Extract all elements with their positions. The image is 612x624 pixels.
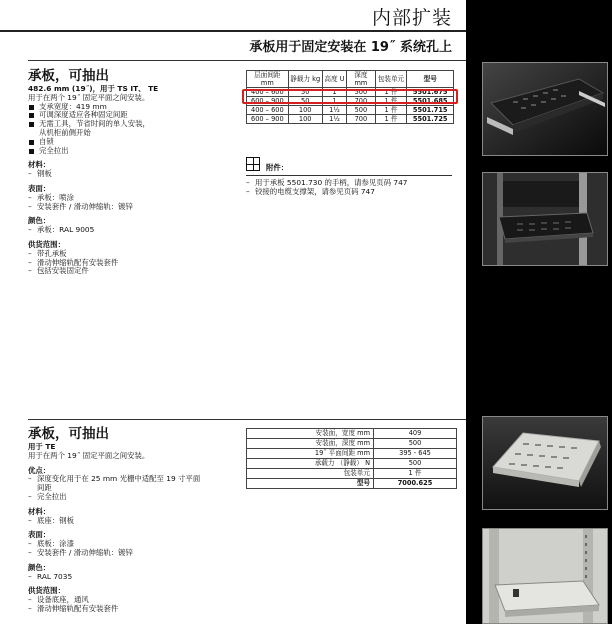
table-cell: 409 [374, 429, 457, 439]
surface-list [28, 540, 243, 558]
list-item-text: 深度变化用于在 25 mm 光栅中适配至 19 寸平面 [37, 474, 201, 484]
list-item: – 钢板 [28, 170, 243, 179]
column-header: 高度 U [322, 71, 346, 88]
product-photo-black-shelf [482, 62, 608, 156]
list-item: – 底座：钢板 [28, 517, 243, 526]
supply-heading: 供货范围： [28, 586, 65, 596]
section2-subtitle: 用于 TE [28, 442, 56, 451]
list-item: – 滑动伸缩轨配有安装套件 [28, 605, 243, 614]
table-header-row [247, 71, 454, 88]
table-cell: 19˝ 平面间距 mm [247, 449, 374, 459]
list-item-text: 间距 [37, 483, 52, 493]
color-heading: 颜色： [28, 562, 51, 572]
table-row [247, 469, 457, 479]
table-row [247, 459, 457, 469]
material-heading: 材料： [28, 160, 51, 170]
table-cell: 型号 [247, 479, 374, 489]
advantages-list [28, 475, 243, 501]
list-item: 自锁 [28, 138, 243, 147]
table-cell: 100 [288, 106, 322, 115]
highlight-box [242, 89, 458, 104]
table-cell: 5501.685 [407, 97, 454, 106]
list-item [28, 475, 243, 493]
surface-heading: 表面： [28, 183, 51, 193]
table-cell: 5501.715 [407, 106, 454, 115]
product-photo-rack-shelf [482, 172, 608, 266]
list-item: – 设备底座，通风 [28, 596, 243, 605]
list-item [28, 120, 243, 138]
table-cell: 50 [288, 88, 322, 97]
color-heading: 颜色： [28, 216, 51, 226]
section1-feature-list [28, 103, 243, 156]
surface-heading: 表面： [28, 530, 51, 540]
section2-usage: 用于在两个 19˝ 固定平面之间安装。 [28, 450, 150, 460]
accessories-heading: 附件： [266, 163, 289, 172]
table-cell: 5501.725 [407, 115, 454, 124]
section1-rule [28, 60, 466, 61]
table-cell: 1 [322, 97, 346, 106]
page-title: 内部扩装 [371, 7, 452, 29]
column-header: 型号 [407, 71, 454, 88]
column-header: 层面间距 mm [247, 71, 289, 88]
table-cell: 1 件 [374, 469, 457, 479]
accessories-icon [246, 157, 260, 171]
table-cell: 600 – 900 [247, 115, 289, 124]
section1-subtitle: 482.6 mm (19˝)，用于 TS IT、 TE [28, 84, 159, 93]
table-cell: 400 – 600 [247, 88, 289, 97]
list-item: – 承板：RAL 9005 [28, 226, 243, 235]
advantages-heading: 优点： [28, 465, 51, 475]
table-cell: 700 [347, 97, 375, 106]
table-cell: 500 [374, 459, 457, 469]
table-row [247, 449, 457, 459]
list-item-text: 从机柜前侧开始 [39, 127, 91, 137]
table-cell: 400 – 600 [247, 106, 289, 115]
table-cell: 700 [347, 115, 375, 124]
table-cell: 500 [374, 439, 457, 449]
table-cell: 500 [347, 88, 375, 97]
section1-description [28, 68, 243, 276]
material-list [28, 517, 243, 526]
column-header: 深度 mm [347, 71, 375, 88]
supply-heading: 供货范围： [28, 239, 65, 249]
list-item: – 安装套件 / 滑动伸缩轨：镀锌 [28, 549, 243, 558]
table-cell: 安装面，深度 mm [247, 439, 374, 449]
surface-list [28, 194, 243, 212]
table-cell: 5501.675 [407, 88, 454, 97]
table-row [247, 429, 457, 439]
list-item: – 带孔承板 [28, 250, 243, 259]
list-item: 可调深度适应各种固定间距 [28, 111, 243, 120]
product2-property-table [246, 428, 457, 489]
list-item: – 用于承板 5501.730 的手柄，请参见页码 747 [246, 178, 461, 187]
table-cell: 1½ [322, 115, 346, 124]
section2-description [28, 426, 243, 614]
color-list [28, 573, 243, 582]
table-cell: 100 [288, 115, 322, 124]
table-cell: 50 [288, 97, 322, 106]
table-cell: 1 件 [375, 97, 407, 106]
table-cell: 1 件 [375, 106, 407, 115]
accessories-rule [246, 175, 452, 176]
table-row [247, 106, 454, 115]
product-photo-cabinet-shelf [482, 528, 608, 624]
section1-title: 承板，可抽出 [28, 68, 109, 84]
accessories-list [246, 178, 461, 196]
list-item: – 包括安装固定件 [28, 267, 243, 276]
table-cell: 1½ [322, 106, 346, 115]
material-heading: 材料： [28, 506, 51, 516]
supply-list [28, 596, 243, 614]
table-cell: 1 件 [375, 88, 407, 97]
table-cell: 1 件 [375, 115, 407, 124]
list-item: – 铰接的电缆支撑架，请参见页码 747 [246, 187, 461, 196]
table-cell: 包装单元 [247, 469, 374, 479]
header-rule [0, 30, 466, 32]
list-item: – 底板：涂漆 [28, 540, 243, 549]
column-header: 包装单元 [375, 71, 407, 88]
table-cell: 1 [322, 88, 346, 97]
column-header: 静载力 kg [288, 71, 322, 88]
table-cell: 7000.625 [374, 479, 457, 489]
section1-usage: 用于在两个 19˝ 固定平面之间安装。 [28, 92, 150, 102]
section2-rule [28, 419, 466, 420]
table-row [247, 439, 457, 449]
table-cell: 395 - 645 [374, 449, 457, 459]
section2-title: 承板，可抽出 [28, 426, 109, 442]
list-item: – 滑动伸缩轨配有安装套件 [28, 259, 243, 268]
list-item-text: 无需工具，节省时间的单人安装， [39, 119, 150, 129]
list-item: – 完全拉出 [28, 493, 243, 502]
supply-list [28, 250, 243, 276]
list-item: – 安装套件 / 滑动伸缩轨：镀锌 [28, 203, 243, 212]
color-list [28, 226, 243, 235]
table-cell: 安装面，宽度 mm [247, 429, 374, 439]
list-item: – RAL 7035 [28, 573, 243, 582]
table-row [247, 115, 454, 124]
table-cell: 承载力 （静载） N [247, 459, 374, 469]
material-list [28, 170, 243, 179]
table-row [247, 479, 457, 489]
table-cell: 500 [347, 106, 375, 115]
list-item: 完全拉出 [28, 147, 243, 156]
product-photo-grey-shelf [482, 416, 608, 510]
page-subtitle: 承板用于固定安装在 19˝ 系统孔上 [249, 40, 452, 55]
table-cell: 600 – 900 [247, 97, 289, 106]
list-item: – 承板：喷涂 [28, 194, 243, 203]
list-item: 支承宽度：419 mm [28, 103, 243, 112]
